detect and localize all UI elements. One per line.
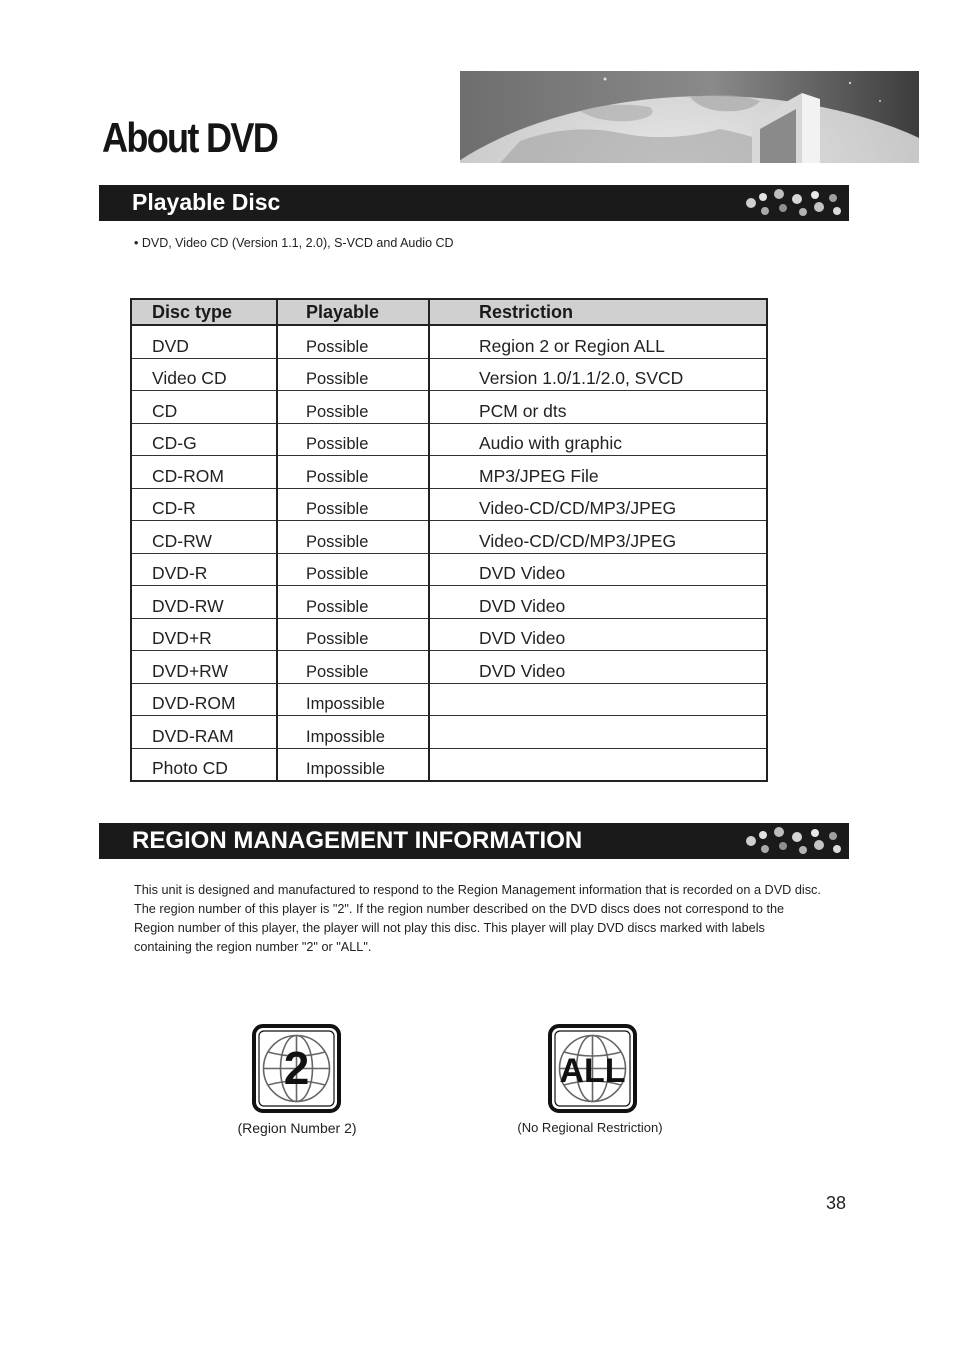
restriction-cell: Video-CD/CD/MP3/JPEG	[429, 488, 767, 521]
playable-cell: Possible	[277, 521, 429, 554]
column-header-disc-type: Disc type	[131, 299, 277, 325]
table-row	[131, 358, 767, 391]
table-row	[131, 521, 767, 554]
disc-type-cell: CD	[131, 391, 277, 424]
region-all-logo-icon	[548, 1024, 637, 1113]
column-header-restriction: Restriction	[429, 299, 767, 325]
disc-type-cell: DVD	[131, 325, 277, 358]
restriction-cell: DVD Video	[429, 618, 767, 651]
playable-disc-table	[130, 298, 768, 782]
restriction-cell	[429, 683, 767, 716]
restriction-cell: Video-CD/CD/MP3/JPEG	[429, 521, 767, 554]
region-2-logo-icon	[252, 1024, 341, 1113]
disc-type-cell: CD-RW	[131, 521, 277, 554]
disc-type-cell: CD-R	[131, 488, 277, 521]
disc-type-cell: DVD-RW	[131, 586, 277, 619]
table-row	[131, 586, 767, 619]
restriction-cell: DVD Video	[429, 553, 767, 586]
table-row	[131, 423, 767, 456]
table-row	[131, 456, 767, 489]
disc-type-cell: DVD-R	[131, 553, 277, 586]
table-row	[131, 651, 767, 684]
region-2-logo-symbol: 2	[283, 1042, 310, 1094]
playable-cell: Possible	[277, 358, 429, 391]
restriction-cell: DVD Video	[429, 651, 767, 684]
disc-type-cell: Photo CD	[152, 758, 228, 778]
playable-cell: Possible	[277, 456, 429, 489]
region-all-caption: (No Regional Restriction)	[517, 1120, 663, 1135]
restriction-cell	[429, 748, 767, 781]
restriction-cell: Audio with graphic	[429, 423, 767, 456]
restriction-cell: Version 1.0/1.1/2.0, SVCD	[429, 358, 767, 391]
playable-cell: Possible	[277, 423, 429, 456]
column-header-playable: Playable	[277, 299, 429, 325]
playable-cell: Impossible	[277, 748, 429, 781]
playable-cell: Possible	[277, 586, 429, 619]
region-management-heading: REGION MANAGEMENT INFORMATION	[132, 827, 583, 854]
decorative-dots-icon	[739, 823, 849, 859]
disc-type-cell: DVD+RW	[131, 651, 277, 684]
supported-formats-bullet: • DVD, Video CD (Version 1.1, 2.0), S-VCD and Audio CD	[134, 236, 454, 250]
table-row	[131, 391, 767, 424]
globe-banner-image	[460, 71, 919, 163]
playable-cell: Possible	[277, 325, 429, 358]
disc-type-cell: DVD-RAM	[131, 716, 277, 749]
table-row	[131, 716, 767, 749]
region-management-section-bar	[99, 823, 849, 859]
disc-type-cell: DVD+R	[131, 618, 277, 651]
disc-type-cell: CD-G	[131, 423, 277, 456]
playable-cell: Possible	[277, 553, 429, 586]
playable-cell: Possible	[277, 618, 429, 651]
restriction-cell: Region 2 or Region ALL	[429, 325, 767, 358]
disc-type-cell: Video CD	[131, 358, 277, 391]
playable-cell: Possible	[277, 488, 429, 521]
table-row	[131, 553, 767, 586]
region-management-paragraph: This unit is designed and manufactured to respond to the Region Management information that is recorded on a DVD disc. The region number of this player is "2". If the region number described on the DVD discs does not correspond to the Region number of this player, the player will not play this disc. This player will play DVD discs marked with labels containing the region number "2" or "ALL".	[134, 883, 821, 954]
table-row	[131, 683, 767, 716]
page-number: 38	[826, 1193, 847, 1213]
table-row	[131, 618, 767, 651]
playable-disc-heading: Playable Disc	[132, 189, 281, 215]
playable-cell: Possible	[277, 391, 429, 424]
restriction-cell: PCM or dts	[429, 391, 767, 424]
playable-cell: Possible	[277, 651, 429, 684]
table-row	[131, 488, 767, 521]
disc-type-cell: CD-ROM	[131, 456, 277, 489]
restriction-cell: MP3/JPEG File	[429, 456, 767, 489]
table-header-row	[131, 299, 767, 325]
page-title: About DVD	[102, 114, 278, 161]
restriction-cell	[429, 716, 767, 749]
disc-type-cell: DVD-ROM	[131, 683, 277, 716]
playable-disc-section-bar	[99, 185, 849, 221]
table-row	[131, 748, 767, 781]
playable-cell: Impossible	[277, 683, 429, 716]
region-2-caption: (Region Number 2)	[237, 1120, 357, 1136]
table-row	[131, 325, 767, 358]
header-globe-banner	[460, 71, 919, 163]
decorative-dots-icon	[739, 185, 849, 221]
region-all-logo-symbol: ALL	[559, 1052, 626, 1090]
playable-cell: Impossible	[277, 716, 429, 749]
restriction-cell: DVD Video	[429, 586, 767, 619]
